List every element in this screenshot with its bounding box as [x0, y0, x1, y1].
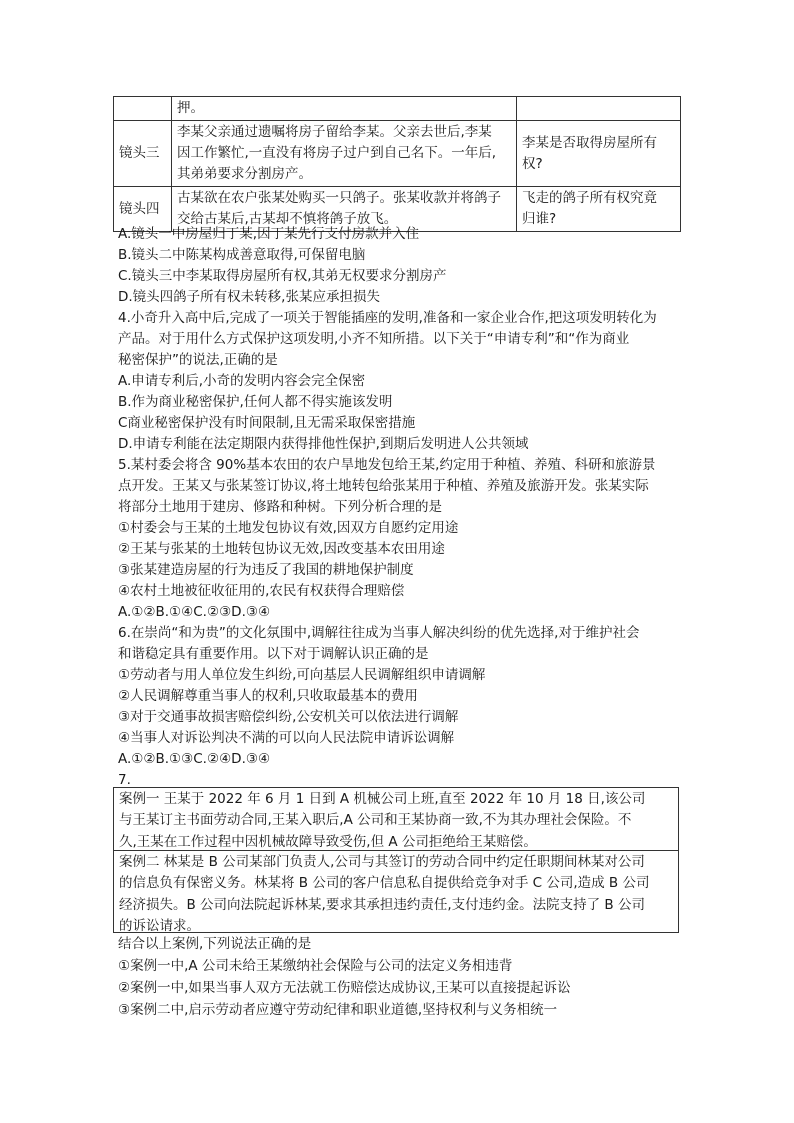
q5-stem-line: 点开发。王某又与张某签订协议,将土地转包给张某用于种植、养殖及旅游开发。张某实际 — [118, 478, 649, 494]
case-two-box — [113, 850, 679, 933]
q6-item: ②人民调解尊重当事人的权利,只收取最基本的费用 — [118, 688, 418, 704]
q5-item: ④农村土地被征收征用的,农民有权获得合理赔偿 — [118, 583, 405, 599]
case-line: 的信息负有保密义务。林某将 B 公司的客户信息私自提供给竞争对手 C 公司,造成 B 公司 — [119, 875, 650, 892]
q6-stem-line: 和谐稳定具有重要作用。以下对于调解认识正确的是 — [118, 646, 429, 662]
cell-line: 李某父亲通过遗嘱将房子留给李某。父亲去世后,李某 — [177, 124, 492, 140]
cell-line: 押。 — [177, 100, 204, 116]
table-row — [114, 97, 681, 121]
q7-item: ①案例一中,A 公司未给王某缴纳社会保险与公司的法定义务相违背 — [118, 958, 513, 974]
shot-cell: 镜头四 — [114, 187, 172, 232]
content-cell — [172, 97, 517, 121]
case-line: 案例一 王某于 2022 年 6 月 1 日到 A 机械公司上班,直至 2022 年 10 月 18 日,该公司 — [119, 791, 646, 807]
q5-item: ①村委会与王某的土地发包协议有效,因双方自愿约定用途 — [118, 520, 459, 536]
case-line: 久,王某在工作过程中因机械故障导致受伤,但 A 公司拒绝给王某赔偿。 — [119, 833, 537, 850]
q5-stem-line: 将部分土地用于建房、修路和种树。下列分析合理的是 — [118, 499, 442, 515]
shot-cell: 镜头三 — [114, 121, 172, 187]
q4-option-c: C商业秘密保护没有时间限制,且无需采取保密措施 — [118, 415, 416, 431]
q5-item: ②王某与张某的土地转包协议无效,因改变基本农田用途 — [118, 541, 445, 557]
cell-line: 权? — [522, 155, 543, 172]
question-cell — [517, 121, 681, 187]
q4-stem-line: 4.小奇升入高中后,完成了一项关于智能插座的发明,准备和一家企业合作,把这项发明转化为 — [118, 310, 657, 326]
q4-option-a: A.申请专利后,小奇的发明内容会完全保密 — [118, 373, 366, 389]
q6-item: ①劳动者与用人单位发生纠纷,可向基层人民调解组织申请调解 — [118, 667, 486, 683]
cell-line: 飞走的鸽子所有权究竟 — [522, 190, 657, 206]
shot-cell — [114, 97, 172, 121]
content-cell — [172, 121, 517, 187]
q4-option-b: B.作为商业秘密保护,任何人都不得实施该发明 — [118, 394, 393, 410]
case-line: 的诉讼请求。 — [119, 917, 200, 934]
q5-stem-line: 5.某村委会将含 90%基本农田的农户旱地发包给王某,约定用于种植、养殖、科研和旅游景 — [118, 457, 656, 473]
q3-option-b: B.镜头二中陈某构成善意取得,可保留电脑 — [118, 247, 366, 263]
scenario-table — [113, 96, 681, 232]
cell-line: 其弟弟要求分割房产。 — [177, 166, 312, 182]
q4-option-d: D.申请专利能在法定期限内获得排他性保护,到期后发明进人公共领域 — [118, 436, 529, 452]
q6-item: ③对于交通事故损害赔偿纠纷,公安机关可以依法进行调解 — [118, 709, 459, 725]
case-line: 经济损失。B 公司向法院起诉林某,要求其承担违约责任,支付违约金。法院支持了 B 公司 — [119, 896, 645, 913]
q5-item: ③张某建造房屋的行为违反了我国的耕地保护制度 — [118, 562, 414, 578]
case-one-box — [113, 787, 679, 851]
q3-option-a: A.镜头一中房屋归丁某,因丁某先行支付房款并入住 — [118, 226, 420, 242]
cell-line: 归谁? — [522, 211, 557, 227]
table-row — [114, 121, 681, 187]
q6-item: ④当事人对诉讼判决不满的可以向人民法院申请诉讼调解 — [118, 730, 455, 746]
q4-stem-line: 产品。对于用什么方式保护这项发明,小齐不知所措。以下关于“申请专利”和“作为商业 — [118, 331, 630, 347]
q6-stem-line: 6.在崇尚“和为贵”的文化氛围中,调解往往成为当事人解决纠纷的优先选择,对于维护社会 — [118, 625, 640, 641]
cell-line: 因工作繁忙,一直没有将房子过户到自己名下。一年后, — [177, 145, 497, 161]
cell-line: 李某是否取得房屋所有 — [522, 134, 657, 151]
question-cell — [517, 97, 681, 121]
q7-item: ③案例二中,启示劳动者应遵守劳动纪律和职业道德,坚持权利与义务相统一 — [118, 1002, 558, 1018]
case-line: 与王某订主书面劳动合同,王某入职后,A 公司和王某协商一致,不为其办理社会保险。不 — [119, 812, 632, 829]
cell-line: 古某欲在农户张某处购买一只鸽子。张某收款并将鸽子 — [177, 190, 501, 206]
case-line: 案例二 林某是 B 公司某部门负责人,公司与其签订的劳动合同中约定任职期间林某对公司 — [119, 854, 645, 870]
q7-stem: 结合以上案例,下列说法正确的是 — [118, 936, 312, 952]
q5-options: A.①②B.①④C.②③D.③④ — [118, 604, 271, 620]
q4-stem-line: 秘密保护”的说法,正确的是 — [118, 352, 278, 368]
cell-line: 交给古某后,古某却不慎将鸽子放飞。 — [177, 211, 398, 227]
q3-option-d: D.镜头四鸽子所有权未转移,张某应承担损失 — [118, 289, 380, 305]
q3-option-c: C.镜头三中李某取得房屋所有权,其弟无权要求分割房产 — [118, 268, 447, 284]
q6-options: A.①②B.①③C.②④D.③④ — [118, 751, 271, 767]
question-cell — [517, 187, 681, 232]
q7-number: 7. — [118, 772, 131, 788]
q7-item: ②案例一中,如果当事人双方无法就工伤赔偿达成协议,王某可以直接提起诉讼 — [118, 980, 571, 996]
